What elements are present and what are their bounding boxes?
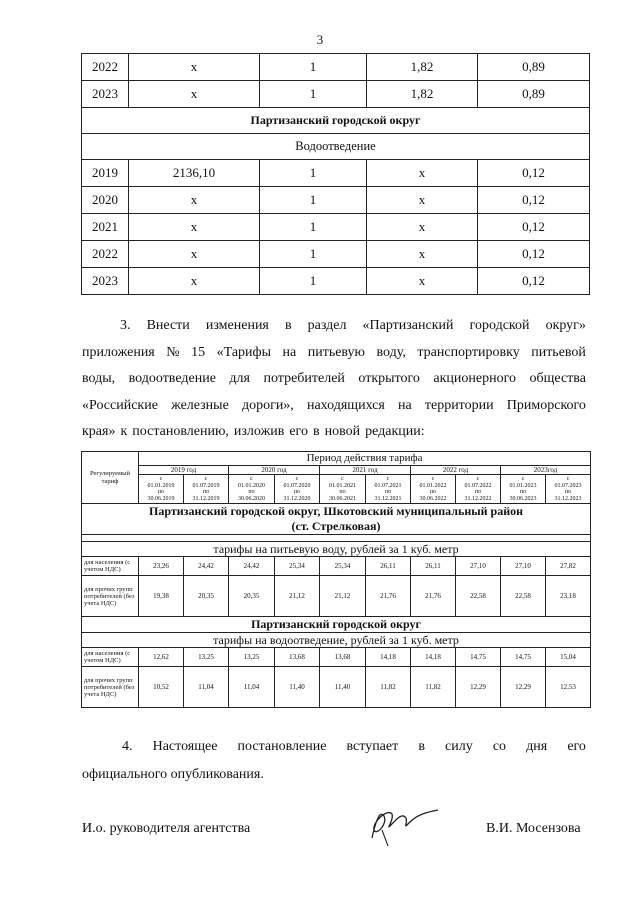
date-part: 01.07.2019 bbox=[192, 482, 220, 489]
date-part: 30.06.2023 bbox=[509, 495, 537, 502]
word: в bbox=[418, 739, 425, 754]
tariff-value: 21,76 bbox=[411, 576, 456, 617]
table-cell-year: 2023 bbox=[82, 81, 129, 108]
tariff-value: 27,10 bbox=[501, 557, 546, 576]
word: Внести bbox=[146, 318, 190, 333]
paragraph-3-line bbox=[82, 313, 586, 340]
table-cell-c: x bbox=[367, 160, 478, 187]
table-cell-year: 2022 bbox=[82, 241, 129, 268]
date-part: 30.06.2019 bbox=[147, 495, 175, 502]
word: потребителей bbox=[263, 371, 345, 386]
word: силу bbox=[445, 739, 473, 754]
word: дня bbox=[526, 739, 548, 754]
word: постановлению, bbox=[132, 424, 229, 439]
word: дороги», bbox=[241, 397, 294, 413]
date-range-header bbox=[456, 475, 501, 504]
tariff-value: 11,82 bbox=[366, 667, 411, 708]
blank-row bbox=[82, 535, 591, 542]
word: 4. bbox=[122, 739, 133, 754]
word: № bbox=[166, 344, 180, 360]
tariff-value: 14,18 bbox=[411, 648, 456, 667]
date-part: с bbox=[431, 476, 435, 482]
tariff-value: 11,40 bbox=[320, 667, 366, 708]
tariff-value: 12,29 bbox=[501, 667, 546, 708]
table-cell-b: 1 bbox=[260, 268, 367, 295]
table-cell-c: x bbox=[367, 214, 478, 241]
section2-tariff-title: тарифы на водоотведение, рублей за 1 куб. метр bbox=[82, 633, 591, 648]
table-row bbox=[82, 576, 591, 617]
table-cell-d: 0,12 bbox=[478, 241, 590, 268]
paragraph-3-line bbox=[82, 393, 586, 420]
date-range-header bbox=[546, 475, 591, 504]
date-part: 01.01.2023 bbox=[509, 482, 537, 489]
word: питьевую bbox=[307, 344, 366, 360]
tariff-value: 13,25 bbox=[229, 648, 275, 667]
tariff-value: 13,68 bbox=[275, 648, 320, 667]
date-range-header bbox=[139, 475, 184, 504]
table-cell-b: 1 bbox=[260, 214, 367, 241]
word: его bbox=[567, 739, 586, 754]
date-part: 31.12.2020 bbox=[283, 495, 311, 502]
word: округ» bbox=[545, 318, 586, 333]
word: раздел bbox=[307, 318, 347, 333]
date-part: по bbox=[474, 489, 482, 495]
date-part: 01.01.2022 bbox=[419, 482, 447, 489]
table-cell-c: 1,82 bbox=[367, 81, 478, 108]
word: к bbox=[120, 424, 128, 439]
tariff-value: 21,12 bbox=[275, 576, 320, 617]
tariff-value: 19,38 bbox=[139, 576, 184, 617]
date-part: 30.06.2021 bbox=[329, 495, 356, 502]
date-part: по bbox=[429, 489, 437, 495]
consumer-group-label: для населения (с учетом НДС) bbox=[82, 557, 139, 576]
table-cell-b: 1 bbox=[260, 160, 367, 187]
tariff-value: 21,76 bbox=[366, 576, 411, 617]
date-part: по bbox=[202, 489, 210, 495]
tariff-value: 14,75 bbox=[501, 648, 546, 667]
word: Приморского bbox=[506, 397, 586, 413]
table-row bbox=[82, 54, 590, 81]
word: общества bbox=[529, 371, 586, 386]
tariff-value: 12,53 bbox=[546, 667, 591, 708]
tariff-value: 11,04 bbox=[229, 667, 275, 708]
date-part: 01.01.2021 bbox=[329, 482, 356, 489]
date-range-header bbox=[501, 475, 546, 504]
word: новой bbox=[324, 424, 361, 439]
tariff-value: 11,40 bbox=[275, 667, 320, 708]
table-cell-b: 1 bbox=[260, 54, 367, 81]
date-part: 01.01.2019 bbox=[147, 482, 175, 489]
tariff-table-continued bbox=[81, 53, 590, 295]
table-row bbox=[82, 667, 591, 708]
word: приложения bbox=[82, 344, 155, 360]
word: железные bbox=[171, 397, 229, 413]
date-part: 30.06.2022 bbox=[419, 495, 447, 502]
table-cell-d: 0,89 bbox=[478, 54, 590, 81]
tariff-value: 12,29 bbox=[456, 667, 501, 708]
table-row bbox=[82, 214, 590, 241]
word: его bbox=[289, 424, 308, 439]
word: изменения bbox=[205, 318, 269, 333]
section2-title: Партизанский городской округ bbox=[82, 617, 591, 633]
section1-tariff-title: тарифы на питьевую воду, рублей за 1 куб. метр bbox=[82, 542, 591, 557]
paragraph-3-line bbox=[82, 340, 586, 367]
tariff-value: 26,11 bbox=[411, 557, 456, 576]
word: со bbox=[492, 739, 507, 754]
date-part: 30.06.2020 bbox=[238, 495, 265, 502]
table-cell-a: x bbox=[129, 241, 260, 268]
word: в bbox=[284, 318, 292, 333]
tariff-value: 22,58 bbox=[456, 576, 501, 617]
table-cell-year: 2022 bbox=[82, 54, 129, 81]
word: открытого bbox=[358, 371, 420, 386]
tariff-value: 23,18 bbox=[546, 576, 591, 617]
service-title: Водоотведение bbox=[82, 134, 590, 160]
tariff-value: 24,42 bbox=[184, 557, 229, 576]
table-cell-a: 2136,10 bbox=[129, 160, 260, 187]
date-part: с bbox=[386, 476, 390, 482]
table-cell-year: 2019 bbox=[82, 160, 129, 187]
tariff-value: 11,82 bbox=[411, 667, 456, 708]
word: редакции: bbox=[365, 424, 425, 439]
tariff-value: 14,75 bbox=[456, 648, 501, 667]
tariff-value: 27,82 bbox=[546, 557, 591, 576]
table-cell-c: x bbox=[367, 241, 478, 268]
table-cell-a: x bbox=[129, 214, 260, 241]
tariff-value: 25,34 bbox=[320, 557, 366, 576]
date-part: по bbox=[248, 489, 255, 495]
table-cell-c: x bbox=[367, 268, 478, 295]
word: Настоящее bbox=[152, 739, 218, 754]
date-part: 31.12.2023 bbox=[554, 495, 582, 502]
date-part: 31.12.2019 bbox=[192, 495, 220, 502]
consumer-group-label: для прочих групп потребителей (без учета НДС) bbox=[82, 667, 139, 708]
date-part: с bbox=[476, 476, 480, 482]
date-part: по bbox=[157, 489, 165, 495]
table-row bbox=[82, 557, 591, 576]
date-part: 31.12.2022 bbox=[464, 495, 492, 502]
table-cell-d: 0,12 bbox=[478, 214, 590, 241]
word: «Российские bbox=[82, 397, 158, 413]
year-header: 2023год bbox=[501, 466, 591, 475]
table-cell-a: x bbox=[129, 187, 260, 214]
date-part: по bbox=[339, 489, 346, 495]
paragraph-3-line bbox=[82, 366, 586, 393]
word: акционерного bbox=[433, 371, 516, 386]
year-header: 2019 год bbox=[139, 466, 229, 475]
date-part: 01.07.2021 bbox=[374, 482, 402, 489]
tariff-value: 26,11 bbox=[366, 557, 411, 576]
table-cell-a: x bbox=[129, 268, 260, 295]
table-cell-d: 0,12 bbox=[478, 160, 590, 187]
date-part: 31.12.2021 bbox=[374, 495, 402, 502]
table-cell-a: x bbox=[129, 54, 260, 81]
table-cell-a: x bbox=[129, 81, 260, 108]
table-cell-c: 1,82 bbox=[367, 54, 478, 81]
date-part: 01.07.2022 bbox=[464, 482, 492, 489]
tariff-value: 22,58 bbox=[501, 576, 546, 617]
page-number: 3 bbox=[316, 32, 324, 47]
table-cell-d: 0,12 bbox=[478, 268, 590, 295]
table-cell-d: 0,12 bbox=[478, 187, 590, 214]
word: постановление bbox=[237, 739, 327, 754]
tariff-value: 14,18 bbox=[366, 648, 411, 667]
tariff-value: 11,04 bbox=[184, 667, 229, 708]
paragraph-3-line bbox=[82, 419, 586, 446]
tariff-value: 21,12 bbox=[320, 576, 366, 617]
word: территории bbox=[424, 397, 494, 413]
paragraph-4-line-2: официального опубликования. bbox=[82, 767, 264, 782]
tariff-value: 23,26 bbox=[139, 557, 184, 576]
tariff-value: 12,62 bbox=[139, 648, 184, 667]
word: вступает bbox=[346, 739, 399, 754]
table-cell-b: 1 bbox=[260, 187, 367, 214]
date-part: по bbox=[384, 489, 392, 495]
signatory-name: В.И. Мосензова bbox=[486, 821, 581, 836]
table-cell-d: 0,89 bbox=[478, 81, 590, 108]
district-title: Партизанский городской округ bbox=[82, 108, 590, 134]
word: на bbox=[282, 344, 297, 360]
word: в bbox=[312, 424, 320, 439]
table-cell-b: 1 bbox=[260, 241, 367, 268]
tariff-table-new bbox=[81, 451, 591, 708]
word: на bbox=[397, 397, 412, 413]
date-part: с bbox=[250, 476, 253, 482]
word: изложив bbox=[233, 424, 285, 439]
period-header: Период действия тарифа bbox=[139, 452, 591, 466]
word: водоотведение bbox=[128, 371, 216, 386]
tariff-value: 13,25 bbox=[184, 648, 229, 667]
paragraph-4-line-1 bbox=[82, 733, 586, 761]
date-part: с bbox=[341, 476, 344, 482]
word: «Тарифы bbox=[216, 344, 271, 360]
date-range-header bbox=[411, 475, 456, 504]
date-range-header bbox=[229, 475, 275, 504]
table-cell-c: x bbox=[367, 187, 478, 214]
tariff-value: 15,04 bbox=[546, 648, 591, 667]
date-part: 01.07.2020 bbox=[283, 482, 311, 489]
word: городской bbox=[469, 318, 530, 333]
date-range-header bbox=[320, 475, 366, 504]
word: воду, bbox=[376, 344, 406, 360]
date-part: по bbox=[519, 489, 527, 495]
year-header: 2021 год bbox=[320, 466, 411, 475]
table-row bbox=[82, 160, 590, 187]
date-range-header bbox=[366, 475, 411, 504]
table-row bbox=[82, 648, 591, 667]
word: «Партизанский bbox=[362, 318, 454, 333]
date-part: с bbox=[295, 476, 299, 482]
regulated-tariff-header: Регулируемый тариф bbox=[82, 452, 139, 504]
date-part: 01.07.2023 bbox=[554, 482, 582, 489]
consumer-group-label: для населения (с учетом НДС) bbox=[82, 648, 139, 667]
date-part: с bbox=[566, 476, 570, 482]
word: 3. bbox=[120, 318, 131, 333]
date-part: с bbox=[204, 476, 208, 482]
date-part: по bbox=[293, 489, 301, 495]
word: транспортировку bbox=[417, 344, 520, 360]
table-cell-b: 1 bbox=[260, 81, 367, 108]
paragraph-3 bbox=[82, 313, 586, 446]
tariff-value: 27,10 bbox=[456, 557, 501, 576]
year-header: 2022 год bbox=[411, 466, 501, 475]
table-row bbox=[82, 241, 590, 268]
word: края» bbox=[82, 424, 116, 439]
date-part: 01.01.2020 bbox=[238, 482, 265, 489]
table-row bbox=[82, 268, 590, 295]
handwritten-signature-icon bbox=[362, 800, 442, 848]
tariff-value: 13,68 bbox=[320, 648, 366, 667]
date-part: с bbox=[159, 476, 163, 482]
consumer-group-label: для прочих групп потребителей (без учета НДС) bbox=[82, 576, 139, 617]
word: питьевой bbox=[531, 344, 586, 360]
word: для bbox=[229, 371, 250, 386]
tariff-value: 20,35 bbox=[184, 576, 229, 617]
tariff-value: 10,52 bbox=[139, 667, 184, 708]
date-range-header bbox=[184, 475, 229, 504]
paragraph-4 bbox=[82, 733, 586, 789]
word: 15 bbox=[191, 344, 206, 360]
table-cell-year: 2021 bbox=[82, 214, 129, 241]
table-row bbox=[82, 187, 590, 214]
date-part: с bbox=[521, 476, 525, 482]
word: находящихся bbox=[306, 397, 385, 413]
signatory-position: И.о. руководителя агентства bbox=[82, 821, 251, 836]
word: воды, bbox=[82, 371, 116, 386]
table-row bbox=[82, 81, 590, 108]
table-cell-year: 2020 bbox=[82, 187, 129, 214]
date-part: по bbox=[564, 489, 572, 495]
table-cell-year: 2023 bbox=[82, 268, 129, 295]
tariff-value: 24,42 bbox=[229, 557, 275, 576]
section1-title: Партизанский городской округ, Шкотовский муниципальный район (ст. Стрелковая) bbox=[82, 504, 591, 535]
tariff-value: 20,35 bbox=[229, 576, 275, 617]
tariff-value: 25,34 bbox=[275, 557, 320, 576]
date-range-header bbox=[275, 475, 320, 504]
year-header: 2020 год bbox=[229, 466, 320, 475]
